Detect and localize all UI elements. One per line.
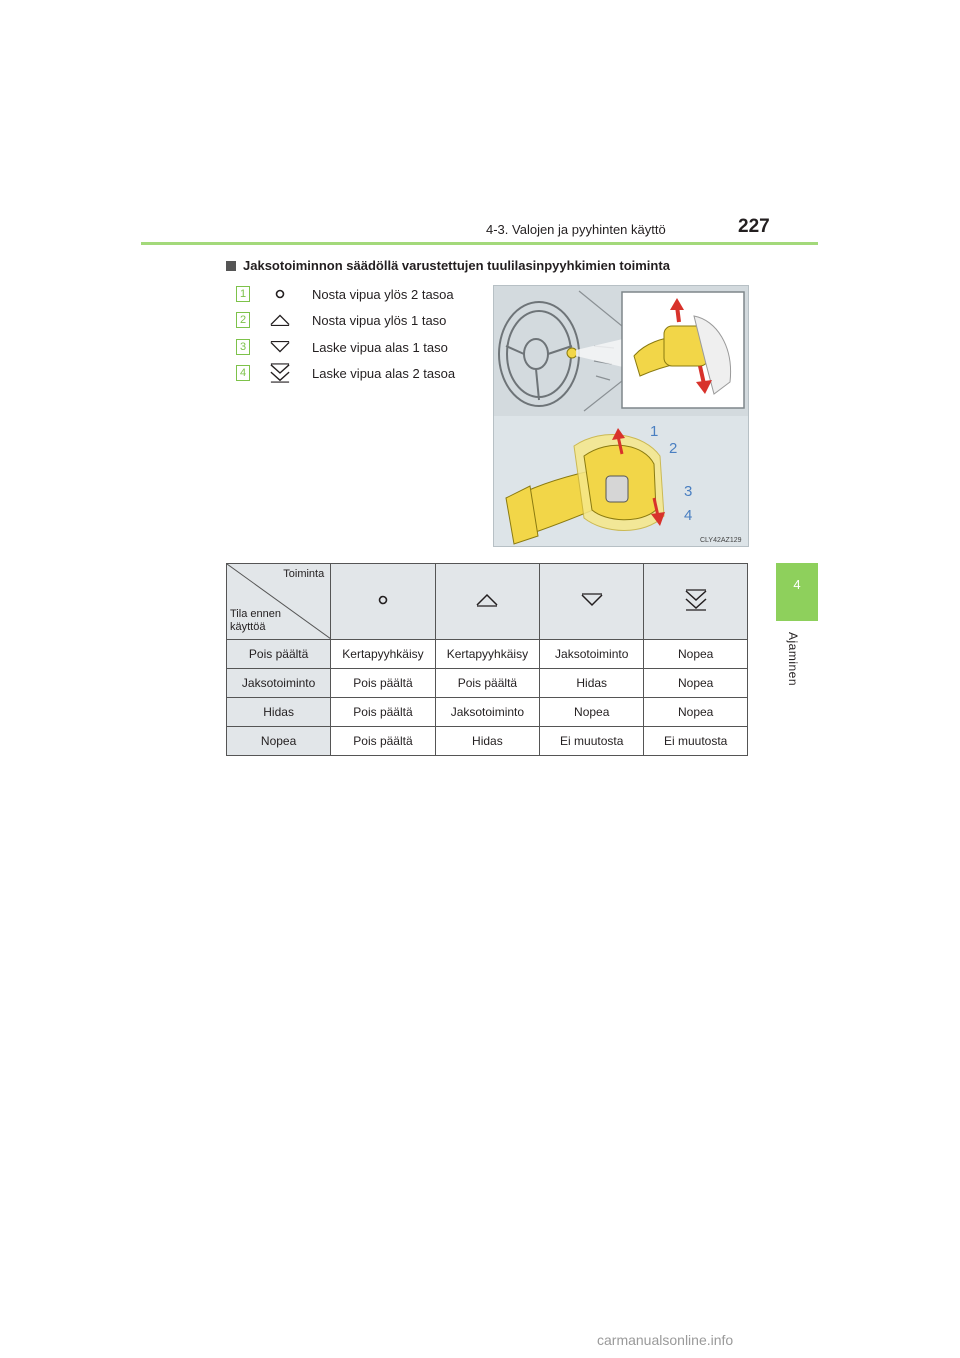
circle-icon — [377, 594, 389, 606]
step-number-badge: 4 — [236, 365, 250, 381]
operation-table — [226, 563, 748, 756]
table-row — [227, 669, 748, 698]
step-4 — [236, 363, 455, 383]
column-header — [644, 564, 748, 640]
watermark-link[interactable]: carmanualsonline.info — [597, 1332, 734, 1348]
square-bullet-icon — [226, 261, 236, 271]
up-chevron-icon — [270, 310, 290, 330]
table-cell: Pois päältä — [435, 669, 539, 698]
table-cell: Kertapyyhkäisy — [435, 640, 539, 669]
section-heading — [226, 258, 670, 273]
chapter-tab[interactable] — [776, 563, 818, 621]
circle-icon — [270, 284, 290, 304]
step-text: Laske vipua alas 2 tasoa — [312, 365, 456, 381]
table-cell: Pois päältä — [331, 727, 435, 756]
row-state: Nopea — [227, 727, 331, 756]
table-corner-header — [227, 564, 331, 640]
step-number-badge: 1 — [236, 286, 250, 302]
table-cell: Ei muutosta — [644, 727, 748, 756]
table-cell: Hidas — [540, 669, 644, 698]
chapter-label: Ajaminen — [786, 632, 800, 687]
row-state: Pois päältä — [227, 640, 331, 669]
callout-1: 1 — [650, 423, 659, 440]
step-text: Nosta vipua ylös 2 tasoa — [312, 286, 454, 302]
table-row — [227, 640, 748, 669]
row-state: Hidas — [227, 698, 331, 727]
table-cell: Kertapyyhkäisy — [331, 640, 435, 669]
table-cell: Jaksotoiminto — [435, 698, 539, 727]
step-1 — [236, 284, 454, 304]
step-2 — [236, 310, 446, 330]
header-state-label: Tila ennen käyttöä — [230, 608, 281, 633]
header-action-label: Toiminta — [283, 568, 325, 580]
down-chevron-icon — [581, 593, 603, 607]
double-down-chevron-icon — [685, 589, 707, 611]
step-text: Nosta vipua ylös 1 taso — [312, 312, 447, 328]
step-number-badge: 2 — [236, 312, 250, 328]
table-cell: Jaksotoiminto — [540, 640, 644, 669]
step-3 — [236, 337, 448, 357]
step-text: Laske vipua alas 1 taso — [312, 339, 448, 355]
column-header — [435, 564, 539, 640]
table-cell: Pois päältä — [331, 669, 435, 698]
table-cell: Pois päältä — [331, 698, 435, 727]
column-header — [540, 564, 644, 640]
table-cell: Ei muutosta — [540, 727, 644, 756]
chapter-number: 4 — [793, 577, 801, 592]
table-cell: Nopea — [644, 669, 748, 698]
header-section-title: 4-3. Valojen ja pyyhinten käyttö — [486, 222, 666, 237]
table-row — [227, 698, 748, 727]
header-divider — [141, 242, 818, 245]
step-number-badge: 3 — [236, 339, 250, 355]
lever-positions-icon — [506, 428, 665, 544]
table-cell: Nopea — [644, 640, 748, 669]
table-cell: Nopea — [644, 698, 748, 727]
row-state: Jaksotoiminto — [227, 669, 331, 698]
illustration-code: CLY42AZ129 — [700, 537, 742, 544]
up-chevron-icon — [476, 593, 498, 607]
page-number: 227 — [738, 216, 770, 237]
double-down-chevron-icon — [270, 363, 290, 383]
down-chevron-icon — [270, 337, 290, 357]
table-cell: Nopea — [540, 698, 644, 727]
callout-3: 3 — [684, 483, 693, 500]
table-row — [227, 727, 748, 756]
table-cell: Hidas — [435, 727, 539, 756]
callout-4: 4 — [684, 507, 693, 524]
callout-2: 2 — [669, 440, 678, 457]
wiper-lever-illustration — [493, 285, 749, 547]
section-heading-text: Jaksotoiminnon säädöllä varustettujen tuulilasinpyyhkimien toiminta — [243, 258, 670, 273]
column-header — [331, 564, 435, 640]
